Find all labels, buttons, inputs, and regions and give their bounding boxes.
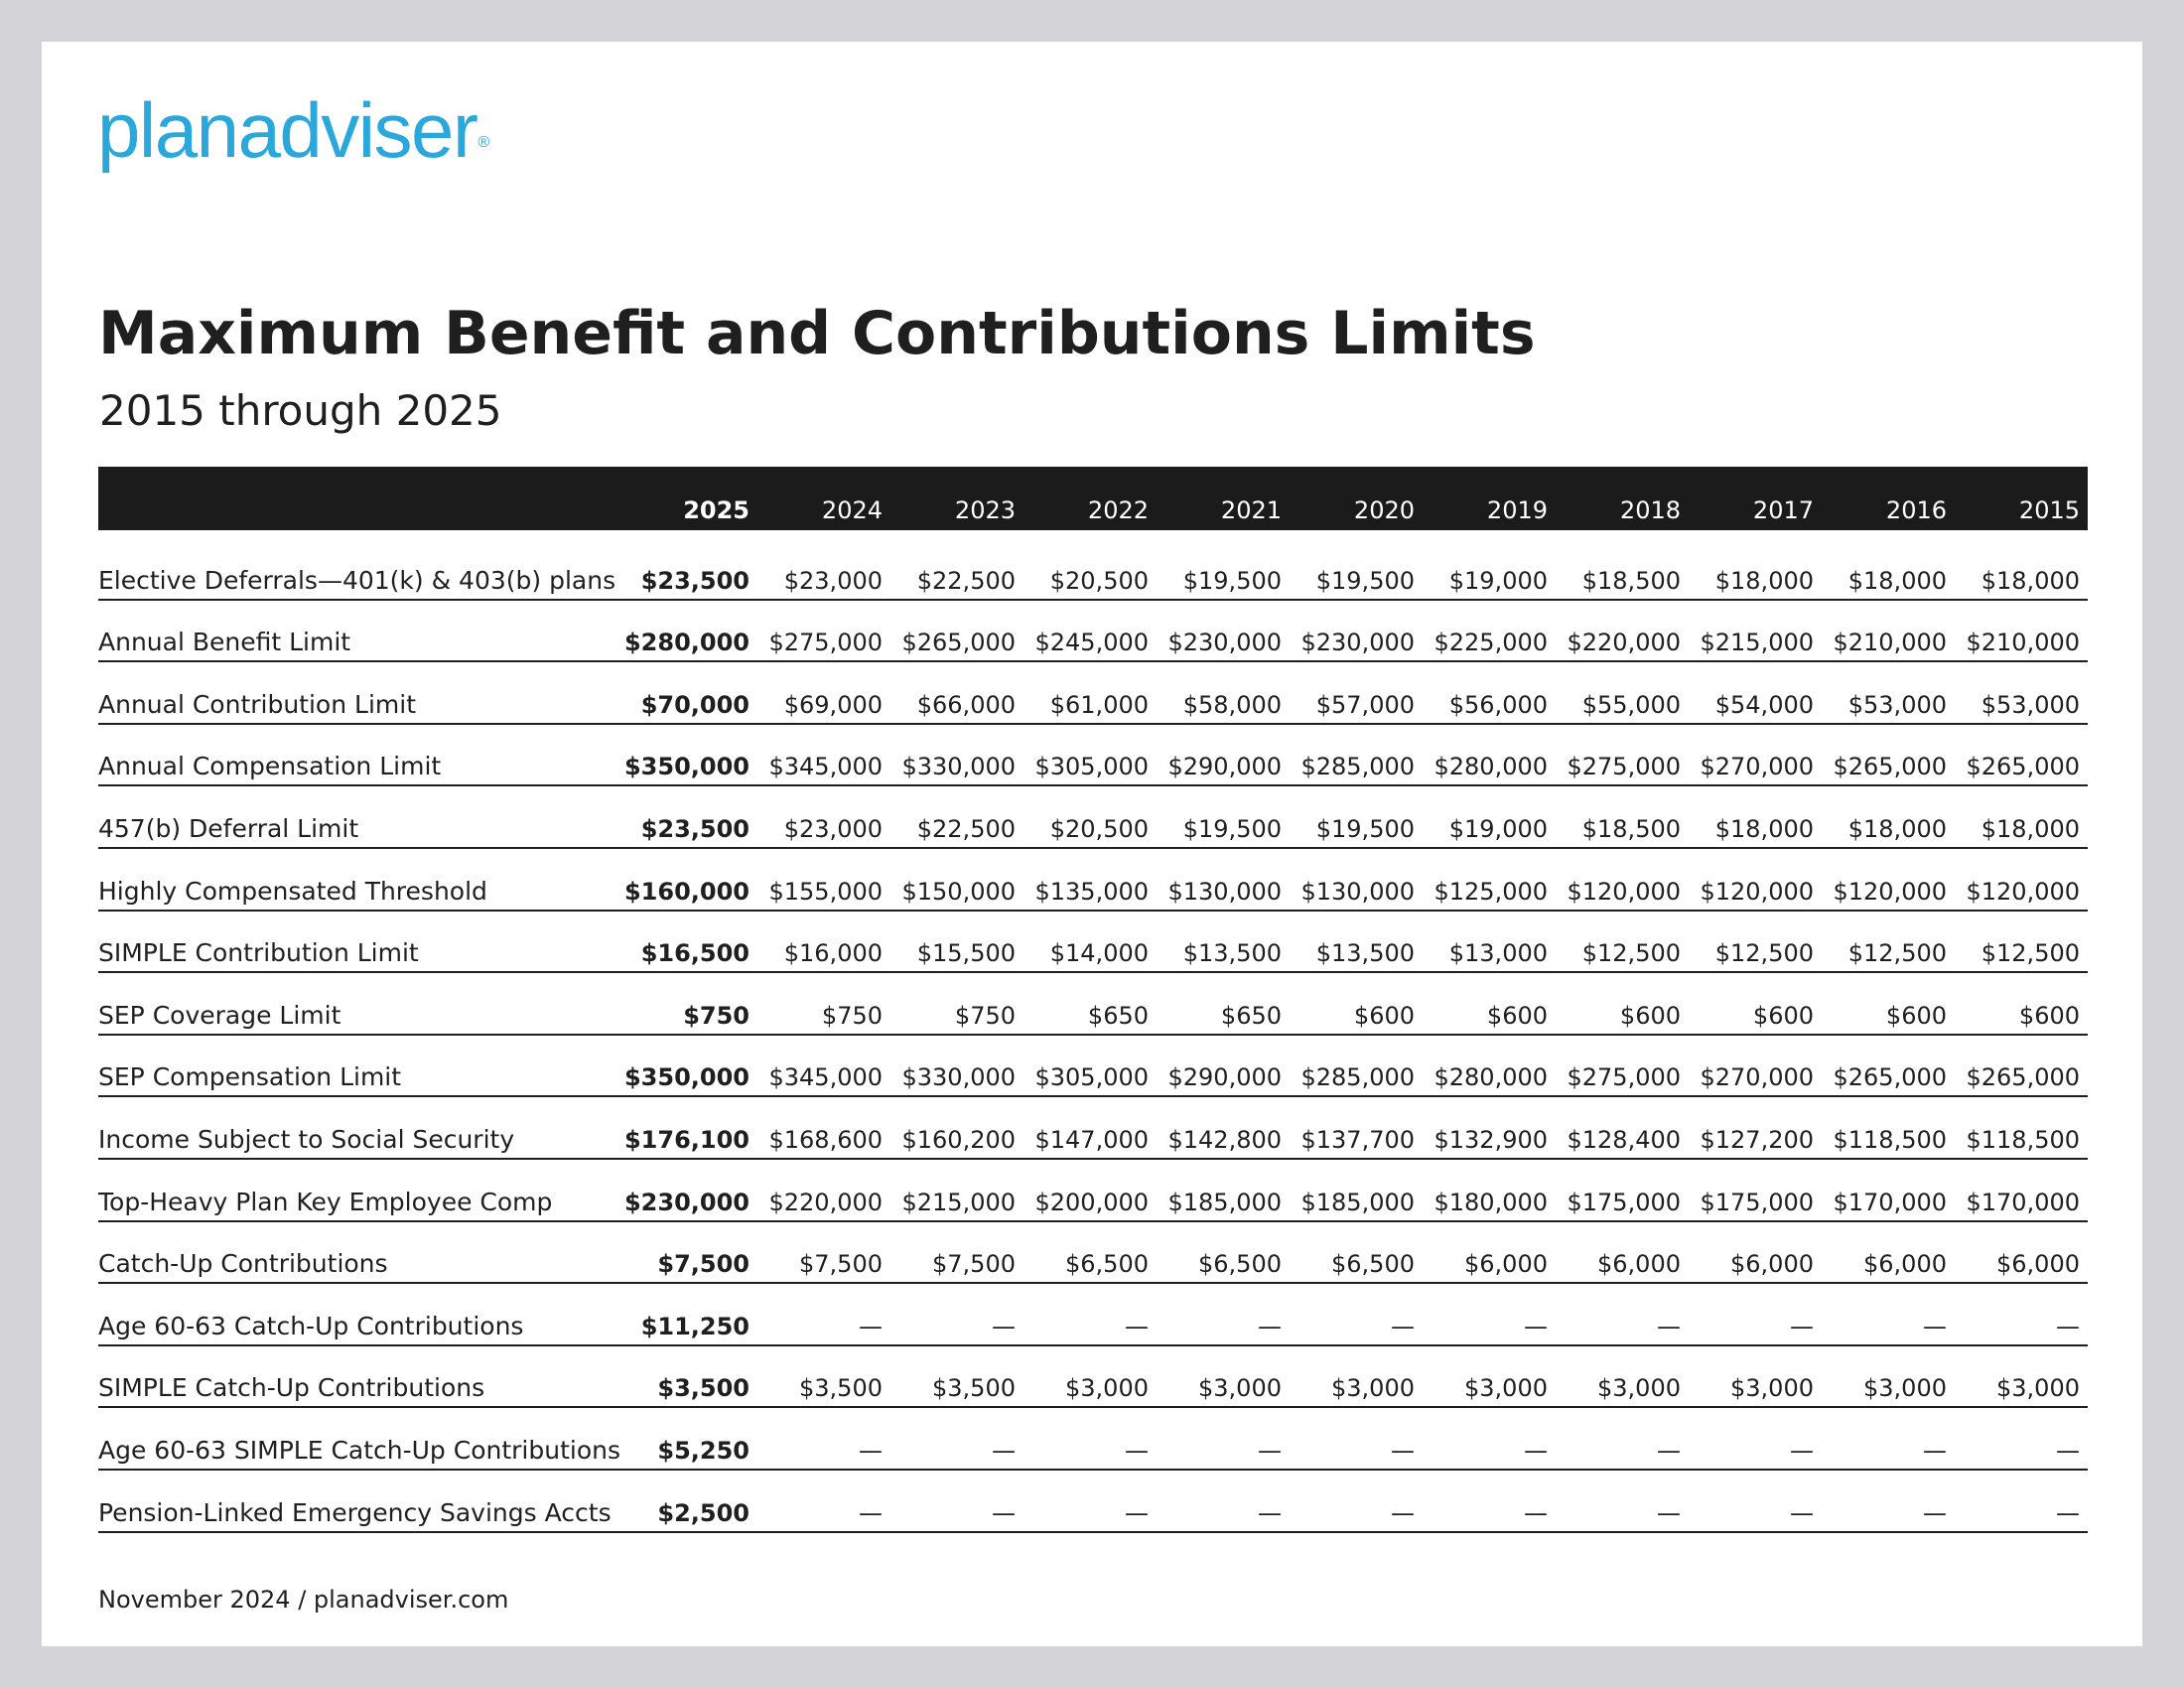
row-label: Highly Compensated Threshold — [98, 876, 487, 906]
row-value-2021: $6,500 — [1198, 1250, 1282, 1279]
row-value-2021: — — [1258, 1436, 1282, 1465]
row-value-2025: $70,000 — [640, 690, 750, 719]
row-value-2017: $18,000 — [1714, 814, 1814, 843]
row-label: Elective Deferrals—401(k) & 403(b) plans — [98, 565, 616, 595]
year-header-2024: 2024 — [821, 496, 883, 524]
row-value-2024: $69,000 — [783, 690, 883, 719]
row-label: SEP Coverage Limit — [98, 1000, 341, 1030]
table-row — [98, 849, 2088, 912]
row-value-2023: $330,000 — [901, 753, 1016, 781]
row-value-2017: $12,500 — [1714, 939, 1814, 968]
row-value-2015: — — [2056, 1312, 2080, 1340]
row-value-2023: $160,200 — [901, 1125, 1016, 1154]
footer-note: November 2024 / planadviser.com — [98, 1586, 509, 1614]
row-label: Age 60-63 SIMPLE Catch-Up Contributions — [98, 1435, 621, 1465]
page-subtitle: 2015 through 2025 — [99, 386, 502, 435]
row-value-2023: — — [992, 1436, 1016, 1465]
row-value-2021: $185,000 — [1167, 1188, 1282, 1216]
row-value-2021: $230,000 — [1167, 629, 1282, 657]
row-value-2020: $285,000 — [1300, 1063, 1415, 1092]
row-value-2020: $19,500 — [1315, 566, 1415, 595]
row-value-2022: $135,000 — [1034, 877, 1149, 906]
row-value-2018: $600 — [1619, 1001, 1681, 1030]
row-value-2018: — — [1657, 1436, 1681, 1465]
table-row — [98, 1160, 2088, 1222]
row-value-2025: $750 — [683, 1001, 750, 1030]
row-value-2022: $61,000 — [1049, 690, 1149, 719]
row-value-2021: $290,000 — [1167, 753, 1282, 781]
year-header-2018: 2018 — [1619, 496, 1681, 524]
row-value-2015: — — [2056, 1436, 2080, 1465]
table-body — [98, 538, 2088, 1533]
row-value-2024: $7,500 — [799, 1250, 883, 1279]
row-value-2020: $600 — [1353, 1001, 1415, 1030]
row-label: 457(b) Deferral Limit — [98, 813, 359, 843]
row-value-2018: — — [1657, 1312, 1681, 1340]
row-value-2022: $305,000 — [1034, 1063, 1149, 1092]
row-value-2019: $13,000 — [1448, 939, 1548, 968]
registered-mark: ® — [478, 134, 488, 151]
row-value-2019: $6,000 — [1464, 1250, 1548, 1279]
row-value-2024: — — [859, 1312, 883, 1340]
row-value-2016: — — [1923, 1312, 1947, 1340]
row-label: Pension-Linked Emergency Savings Accts — [98, 1497, 612, 1527]
logo-wordmark: planadviser — [97, 86, 478, 174]
year-header-2017: 2017 — [1752, 496, 1814, 524]
row-value-2023: $22,500 — [916, 814, 1016, 843]
row-label: Catch-Up Contributions — [98, 1249, 388, 1279]
row-value-2018: $18,500 — [1581, 566, 1681, 595]
row-value-2022: — — [1125, 1436, 1149, 1465]
row-value-2020: $137,700 — [1300, 1125, 1415, 1154]
row-value-2022: — — [1125, 1312, 1149, 1340]
row-value-2017: $270,000 — [1700, 753, 1814, 781]
row-value-2025: $160,000 — [623, 877, 750, 906]
table-row — [98, 1471, 2088, 1533]
row-value-2023: $265,000 — [901, 629, 1016, 657]
row-value-2025: $16,500 — [640, 939, 750, 968]
row-value-2021: $650 — [1220, 1001, 1282, 1030]
row-value-2017: $6,000 — [1730, 1250, 1814, 1279]
row-value-2021: $13,500 — [1182, 939, 1282, 968]
row-value-2024: $275,000 — [768, 629, 883, 657]
row-value-2023: $215,000 — [901, 1188, 1016, 1216]
row-value-2018: $18,500 — [1581, 814, 1681, 843]
row-value-2024: — — [859, 1498, 883, 1527]
row-value-2024: $345,000 — [768, 753, 883, 781]
row-value-2023: $66,000 — [916, 690, 1016, 719]
row-value-2015: $12,500 — [1980, 939, 2080, 968]
year-header-2019: 2019 — [1486, 496, 1548, 524]
row-value-2019: $19,000 — [1448, 566, 1548, 595]
table-row — [98, 1408, 2088, 1471]
table-row — [98, 662, 2088, 725]
row-value-2016: $6,000 — [1863, 1250, 1947, 1279]
row-value-2016: $170,000 — [1833, 1188, 1947, 1216]
row-value-2016: $120,000 — [1833, 877, 1947, 906]
year-header-2023: 2023 — [954, 496, 1016, 524]
row-value-2021: $3,000 — [1198, 1374, 1282, 1403]
row-value-2017: — — [1790, 1436, 1814, 1465]
row-value-2022: $20,500 — [1049, 814, 1149, 843]
row-value-2018: — — [1657, 1498, 1681, 1527]
row-value-2017: $215,000 — [1700, 629, 1814, 657]
row-value-2023: $7,500 — [932, 1250, 1016, 1279]
row-value-2024: $3,500 — [799, 1374, 883, 1403]
table-row — [98, 1346, 2088, 1409]
row-value-2025: $7,500 — [657, 1250, 750, 1279]
row-value-2025: $23,500 — [640, 566, 750, 595]
table-row — [98, 725, 2088, 787]
row-value-2016: $210,000 — [1833, 629, 1947, 657]
row-value-2023: $15,500 — [916, 939, 1016, 968]
row-value-2015: $18,000 — [1980, 566, 2080, 595]
row-value-2015: $170,000 — [1966, 1188, 2080, 1216]
row-value-2020: $19,500 — [1315, 814, 1415, 843]
row-value-2020: — — [1391, 1498, 1415, 1527]
row-value-2015: $210,000 — [1966, 629, 2080, 657]
row-value-2020: $13,500 — [1315, 939, 1415, 968]
row-value-2021: $290,000 — [1167, 1063, 1282, 1092]
row-value-2017: $120,000 — [1700, 877, 1814, 906]
row-value-2017: $127,200 — [1700, 1125, 1814, 1154]
row-value-2015: $18,000 — [1980, 814, 2080, 843]
row-value-2019: $280,000 — [1433, 1063, 1548, 1092]
row-value-2021: $130,000 — [1167, 877, 1282, 906]
row-value-2025: $350,000 — [623, 1063, 750, 1092]
row-value-2018: $3,000 — [1597, 1374, 1681, 1403]
row-value-2015: $265,000 — [1966, 1063, 2080, 1092]
row-value-2025: $5,250 — [657, 1436, 750, 1465]
row-value-2017: $600 — [1752, 1001, 1814, 1030]
row-value-2024: — — [859, 1436, 883, 1465]
table-row — [98, 786, 2088, 849]
table-row — [98, 601, 2088, 663]
row-label: Top-Heavy Plan Key Employee Comp — [98, 1187, 553, 1216]
row-value-2016: $600 — [1885, 1001, 1947, 1030]
row-value-2018: $175,000 — [1567, 1188, 1681, 1216]
row-value-2024: $23,000 — [783, 566, 883, 595]
row-value-2022: — — [1125, 1498, 1149, 1527]
row-value-2025: $280,000 — [623, 629, 750, 657]
row-value-2022: $200,000 — [1034, 1188, 1149, 1216]
table-row — [98, 912, 2088, 974]
row-value-2022: $3,000 — [1065, 1374, 1149, 1403]
page-title: Maximum Benefit and Contributions Limits — [98, 299, 1536, 368]
row-value-2016: $18,000 — [1847, 566, 1947, 595]
row-value-2025: $176,100 — [623, 1125, 750, 1154]
row-value-2015: $118,500 — [1966, 1125, 2080, 1154]
document-page — [42, 42, 2142, 1646]
row-value-2018: $220,000 — [1567, 629, 1681, 657]
row-value-2021: $19,500 — [1182, 566, 1282, 595]
row-value-2016: — — [1923, 1498, 1947, 1527]
table-row — [98, 973, 2088, 1036]
year-header-2015: 2015 — [2018, 496, 2080, 524]
row-value-2020: $3,000 — [1331, 1374, 1415, 1403]
year-header-2021: 2021 — [1220, 496, 1282, 524]
row-value-2020: — — [1391, 1436, 1415, 1465]
planadviser-logo — [97, 86, 488, 174]
row-value-2024: $345,000 — [768, 1063, 883, 1092]
row-value-2016: $118,500 — [1833, 1125, 1947, 1154]
row-value-2023: $3,500 — [932, 1374, 1016, 1403]
year-header-2020: 2020 — [1353, 496, 1415, 524]
row-value-2017: $270,000 — [1700, 1063, 1814, 1092]
row-label: SEP Compensation Limit — [98, 1062, 402, 1092]
row-value-2015: $265,000 — [1966, 753, 2080, 781]
table-row — [98, 1097, 2088, 1160]
row-value-2019: $225,000 — [1433, 629, 1548, 657]
row-value-2018: $275,000 — [1567, 1063, 1681, 1092]
row-value-2025: $11,250 — [640, 1312, 750, 1340]
row-value-2022: $14,000 — [1049, 939, 1149, 968]
header-spacer — [98, 530, 2088, 538]
row-value-2023: $150,000 — [901, 877, 1016, 906]
row-value-2015: — — [2056, 1498, 2080, 1527]
row-label: Annual Compensation Limit — [98, 752, 442, 781]
row-value-2016: $265,000 — [1833, 753, 1947, 781]
row-value-2025: $23,500 — [640, 814, 750, 843]
row-value-2025: $3,500 — [657, 1374, 750, 1403]
row-value-2016: $12,500 — [1847, 939, 1947, 968]
table-row — [98, 538, 2088, 601]
row-value-2019: — — [1524, 1312, 1548, 1340]
row-value-2018: $6,000 — [1597, 1250, 1681, 1279]
row-value-2018: $55,000 — [1581, 690, 1681, 719]
row-value-2017: $18,000 — [1714, 566, 1814, 595]
row-value-2016: $265,000 — [1833, 1063, 1947, 1092]
year-header-2022: 2022 — [1087, 496, 1149, 524]
row-value-2016: $53,000 — [1847, 690, 1947, 719]
row-value-2020: $6,500 — [1331, 1250, 1415, 1279]
row-value-2018: $275,000 — [1567, 753, 1681, 781]
row-value-2023: — — [992, 1498, 1016, 1527]
row-value-2024: $168,600 — [768, 1125, 883, 1154]
row-value-2015: $6,000 — [1996, 1250, 2080, 1279]
row-value-2015: $3,000 — [1996, 1374, 2080, 1403]
row-value-2019: $19,000 — [1448, 814, 1548, 843]
row-value-2018: $128,400 — [1567, 1125, 1681, 1154]
row-value-2016: — — [1923, 1436, 1947, 1465]
row-value-2016: $18,000 — [1847, 814, 1947, 843]
row-value-2021: — — [1258, 1498, 1282, 1527]
row-value-2024: $220,000 — [768, 1188, 883, 1216]
row-value-2020: $57,000 — [1315, 690, 1415, 719]
row-value-2025: $2,500 — [657, 1498, 750, 1527]
row-value-2023: $750 — [954, 1001, 1016, 1030]
row-value-2022: $650 — [1087, 1001, 1149, 1030]
row-value-2020: $185,000 — [1300, 1188, 1415, 1216]
row-value-2015: $600 — [2018, 1001, 2080, 1030]
row-value-2021: $58,000 — [1182, 690, 1282, 719]
row-value-2017: — — [1790, 1498, 1814, 1527]
row-value-2015: $120,000 — [1966, 877, 2080, 906]
row-value-2019: — — [1524, 1498, 1548, 1527]
row-value-2020: $130,000 — [1300, 877, 1415, 906]
row-value-2021: $19,500 — [1182, 814, 1282, 843]
row-value-2020: — — [1391, 1312, 1415, 1340]
row-value-2019: $180,000 — [1433, 1188, 1548, 1216]
row-label: Annual Contribution Limit — [98, 689, 416, 719]
row-value-2019: — — [1524, 1436, 1548, 1465]
row-label: Annual Benefit Limit — [98, 628, 351, 657]
row-value-2025: $350,000 — [623, 753, 750, 781]
row-value-2017: $3,000 — [1730, 1374, 1814, 1403]
row-value-2019: $125,000 — [1433, 877, 1548, 906]
row-label: Income Subject to Social Security — [98, 1124, 515, 1154]
row-value-2024: $750 — [821, 1001, 883, 1030]
row-value-2022: $147,000 — [1034, 1125, 1149, 1154]
row-value-2025: $230,000 — [623, 1188, 750, 1216]
row-value-2023: $22,500 — [916, 566, 1016, 595]
row-value-2017: $175,000 — [1700, 1188, 1814, 1216]
row-label: SIMPLE Catch-Up Contributions — [98, 1373, 485, 1403]
row-value-2022: $245,000 — [1034, 629, 1149, 657]
row-value-2019: $56,000 — [1448, 690, 1548, 719]
row-value-2022: $305,000 — [1034, 753, 1149, 781]
table-header — [98, 467, 2088, 530]
row-value-2021: $142,800 — [1167, 1125, 1282, 1154]
row-value-2017: — — [1790, 1312, 1814, 1340]
row-value-2019: $280,000 — [1433, 753, 1548, 781]
row-value-2023: — — [992, 1312, 1016, 1340]
table-row — [98, 1222, 2088, 1285]
row-value-2020: $230,000 — [1300, 629, 1415, 657]
row-value-2018: $12,500 — [1581, 939, 1681, 968]
row-value-2019: $600 — [1486, 1001, 1548, 1030]
row-value-2022: $6,500 — [1065, 1250, 1149, 1279]
row-value-2024: $16,000 — [783, 939, 883, 968]
row-value-2020: $285,000 — [1300, 753, 1415, 781]
row-value-2023: $330,000 — [901, 1063, 1016, 1092]
row-value-2024: $155,000 — [768, 877, 883, 906]
row-value-2016: $3,000 — [1863, 1374, 1947, 1403]
row-value-2017: $54,000 — [1714, 690, 1814, 719]
limits-table — [98, 467, 2088, 1533]
year-header-2025: 2025 — [683, 496, 750, 524]
row-value-2024: $23,000 — [783, 814, 883, 843]
year-header-2016: 2016 — [1885, 496, 1947, 524]
row-label: Age 60-63 Catch-Up Contributions — [98, 1311, 524, 1340]
row-label: SIMPLE Contribution Limit — [98, 938, 419, 968]
table-row — [98, 1284, 2088, 1346]
row-value-2019: $3,000 — [1464, 1374, 1548, 1403]
row-value-2018: $120,000 — [1567, 877, 1681, 906]
row-value-2015: $53,000 — [1980, 690, 2080, 719]
table-row — [98, 1036, 2088, 1098]
row-value-2022: $20,500 — [1049, 566, 1149, 595]
row-value-2019: $132,900 — [1433, 1125, 1548, 1154]
row-value-2021: — — [1258, 1312, 1282, 1340]
